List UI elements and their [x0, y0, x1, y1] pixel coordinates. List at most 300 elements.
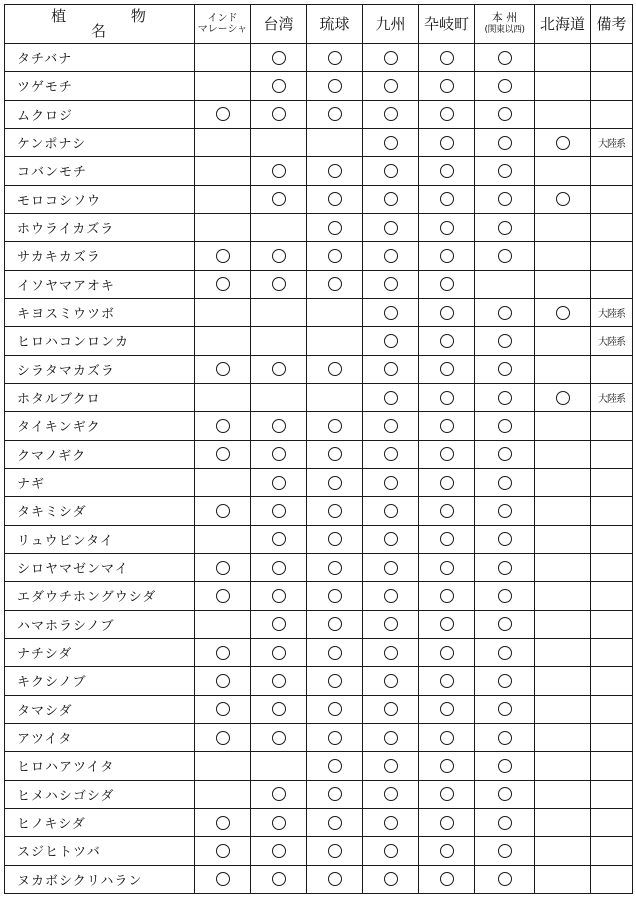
table-row: [5, 525, 633, 553]
presence-circle-mark: [328, 844, 342, 858]
presence-circle-mark: [384, 362, 398, 376]
presence-circle-mark: [384, 561, 398, 575]
presence-circle-mark: [498, 816, 512, 830]
presence-circle-mark: [272, 419, 286, 433]
cell-india-malaysia: [195, 723, 251, 751]
cell-india-malaysia: [195, 298, 251, 326]
presence-circle-mark: [328, 731, 342, 745]
cell-ryukyu: [307, 157, 363, 185]
presence-circle-mark: [328, 702, 342, 716]
presence-circle-mark: [384, 277, 398, 291]
presence-circle-mark: [216, 419, 230, 433]
cell-ryukyu: [307, 638, 363, 666]
table-row: [5, 752, 633, 780]
cell-kyushu: [363, 355, 419, 383]
cell-honshu: [475, 667, 535, 695]
cell-hokkaido: [535, 695, 591, 723]
table-row: [5, 610, 633, 638]
presence-circle-mark: [440, 617, 454, 631]
presence-circle-mark: [440, 221, 454, 235]
cell-kiimachi: [419, 72, 475, 100]
presence-circle-mark: [440, 447, 454, 461]
cell-india-malaysia: [195, 497, 251, 525]
presence-circle-mark: [440, 872, 454, 886]
cell-hokkaido: [535, 865, 591, 893]
cell-kiimachi: [419, 213, 475, 241]
plant-name-cell: クマノギク: [5, 440, 195, 468]
presence-circle-mark: [216, 646, 230, 660]
table-row: [5, 383, 633, 411]
cell-taiwan: [251, 553, 307, 581]
cell-honshu: [475, 723, 535, 751]
plant-name-cell: キクシノブ: [5, 667, 195, 695]
cell-hokkaido: [535, 213, 591, 241]
cell-kyushu: [363, 752, 419, 780]
presence-circle-mark: [498, 249, 512, 263]
presence-circle-mark: [328, 872, 342, 886]
table-row: [5, 553, 633, 581]
plant-rows: [5, 44, 633, 894]
cell-ryukyu: [307, 723, 363, 751]
cell-kiimachi: [419, 242, 475, 270]
table-row: [5, 638, 633, 666]
presence-circle-mark: [440, 306, 454, 320]
table-row: [5, 44, 633, 72]
presence-circle-mark: [440, 164, 454, 178]
notes-cell: [591, 610, 633, 638]
plant-name-cell: ケンポナシ: [5, 128, 195, 156]
notes-cell: [591, 582, 633, 610]
notes-cell: [591, 638, 633, 666]
presence-circle-mark: [498, 476, 512, 490]
cell-ryukyu: [307, 355, 363, 383]
cell-kyushu: [363, 723, 419, 751]
cell-kiimachi: [419, 525, 475, 553]
presence-circle-mark: [498, 136, 512, 150]
notes-cell: [591, 242, 633, 270]
cell-honshu: [475, 865, 535, 893]
cell-honshu: [475, 270, 535, 298]
cell-ryukyu: [307, 497, 363, 525]
presence-circle-mark: [384, 79, 398, 93]
header-malaysia-label: マレーシャ: [197, 24, 248, 35]
header-hokkaido: 北海道: [535, 5, 591, 44]
cell-kiimachi: [419, 610, 475, 638]
presence-circle-mark: [498, 192, 512, 206]
table-row: [5, 412, 633, 440]
cell-taiwan: [251, 695, 307, 723]
presence-circle-mark: [272, 476, 286, 490]
cell-kiimachi: [419, 667, 475, 695]
presence-circle-mark: [328, 419, 342, 433]
presence-circle-mark: [384, 646, 398, 660]
table-row: [5, 355, 633, 383]
cell-kiimachi: [419, 752, 475, 780]
presence-circle-mark: [440, 391, 454, 405]
plant-name-cell: ツゲモチ: [5, 72, 195, 100]
cell-ryukyu: [307, 383, 363, 411]
cell-kyushu: [363, 185, 419, 213]
cell-ryukyu: [307, 128, 363, 156]
table-row: [5, 185, 633, 213]
presence-circle-mark: [216, 249, 230, 263]
presence-circle-mark: [328, 221, 342, 235]
presence-circle-mark: [384, 136, 398, 150]
cell-hokkaido: [535, 157, 591, 185]
notes-cell: [591, 752, 633, 780]
presence-circle-mark: [440, 476, 454, 490]
cell-honshu: [475, 837, 535, 865]
plant-name-cell: ホウライカズラ: [5, 213, 195, 241]
cell-kiimachi: [419, 128, 475, 156]
presence-circle-mark: [556, 136, 570, 150]
cell-kiimachi: [419, 383, 475, 411]
presence-circle-mark: [498, 107, 512, 121]
cell-india-malaysia: [195, 213, 251, 241]
presence-circle-mark: [216, 844, 230, 858]
presence-circle-mark: [328, 674, 342, 688]
presence-circle-mark: [440, 532, 454, 546]
cell-india-malaysia: [195, 553, 251, 581]
cell-india-malaysia: [195, 752, 251, 780]
presence-circle-mark: [272, 504, 286, 518]
cell-kiimachi: [419, 780, 475, 808]
cell-taiwan: [251, 497, 307, 525]
presence-circle-mark: [384, 702, 398, 716]
presence-circle-mark: [440, 419, 454, 433]
cell-ryukyu: [307, 270, 363, 298]
cell-hokkaido: [535, 355, 591, 383]
cell-india-malaysia: [195, 72, 251, 100]
presence-circle-mark: [440, 362, 454, 376]
notes-cell: [591, 695, 633, 723]
cell-honshu: [475, 808, 535, 836]
presence-circle-mark: [328, 504, 342, 518]
presence-circle-mark: [216, 702, 230, 716]
cell-kiimachi: [419, 695, 475, 723]
cell-kiimachi: [419, 298, 475, 326]
presence-circle-mark: [328, 249, 342, 263]
cell-honshu: [475, 553, 535, 581]
cell-india-malaysia: [195, 383, 251, 411]
cell-ryukyu: [307, 100, 363, 128]
presence-circle-mark: [272, 107, 286, 121]
cell-ryukyu: [307, 72, 363, 100]
cell-taiwan: [251, 100, 307, 128]
plant-name-cell: シロヤマゼンマイ: [5, 553, 195, 581]
cell-taiwan: [251, 723, 307, 751]
cell-ryukyu: [307, 865, 363, 893]
presence-circle-mark: [498, 504, 512, 518]
notes-cell: [591, 837, 633, 865]
header-taiwan: 台湾: [251, 5, 307, 44]
notes-cell: [591, 808, 633, 836]
presence-circle-mark: [498, 759, 512, 773]
presence-circle-mark: [216, 362, 230, 376]
presence-circle-mark: [498, 674, 512, 688]
presence-circle-mark: [384, 107, 398, 121]
cell-taiwan: [251, 468, 307, 496]
header-india-malaysia: [195, 5, 251, 44]
cell-hokkaido: [535, 723, 591, 751]
presence-circle-mark: [498, 844, 512, 858]
presence-circle-mark: [384, 334, 398, 348]
presence-circle-mark: [272, 362, 286, 376]
presence-circle-mark: [498, 334, 512, 348]
table-row: [5, 723, 633, 751]
plant-name-cell: スジヒトツバ: [5, 837, 195, 865]
cell-taiwan: [251, 270, 307, 298]
cell-india-malaysia: [195, 100, 251, 128]
cell-taiwan: [251, 72, 307, 100]
cell-kiimachi: [419, 44, 475, 72]
presence-circle-mark: [498, 731, 512, 745]
presence-circle-mark: [384, 447, 398, 461]
notes-cell: [591, 213, 633, 241]
cell-taiwan: [251, 582, 307, 610]
presence-circle-mark: [440, 759, 454, 773]
notes-cell: [591, 497, 633, 525]
cell-kiimachi: [419, 355, 475, 383]
presence-circle-mark: [384, 617, 398, 631]
cell-india-malaysia: [195, 638, 251, 666]
plant-distribution-table: [4, 4, 633, 894]
cell-honshu: [475, 157, 535, 185]
cell-hokkaido: [535, 468, 591, 496]
plant-name-cell: ハマホラシノブ: [5, 610, 195, 638]
presence-circle-mark: [440, 107, 454, 121]
cell-honshu: [475, 525, 535, 553]
presence-circle-mark: [498, 787, 512, 801]
notes-cell: [591, 525, 633, 553]
presence-circle-mark: [498, 419, 512, 433]
presence-circle-mark: [440, 249, 454, 263]
plant-name-cell: タマシダ: [5, 695, 195, 723]
cell-kiimachi: [419, 327, 475, 355]
cell-honshu: [475, 468, 535, 496]
cell-kyushu: [363, 610, 419, 638]
presence-circle-mark: [384, 504, 398, 518]
table-row: [5, 128, 633, 156]
cell-taiwan: [251, 752, 307, 780]
plant-name-cell: ナギ: [5, 468, 195, 496]
cell-kyushu: [363, 780, 419, 808]
cell-kiimachi: [419, 440, 475, 468]
cell-india-malaysia: [195, 610, 251, 638]
cell-hokkaido: [535, 72, 591, 100]
cell-india-malaysia: [195, 808, 251, 836]
notes-cell: [591, 355, 633, 383]
cell-hokkaido: [535, 638, 591, 666]
cell-taiwan: [251, 412, 307, 440]
cell-kyushu: [363, 157, 419, 185]
table-row: [5, 298, 633, 326]
header-ryukyu: 琉球: [307, 5, 363, 44]
table-row: [5, 440, 633, 468]
notes-cell: 大陸系: [591, 383, 633, 411]
presence-circle-mark: [556, 306, 570, 320]
table-row: [5, 468, 633, 496]
plant-name-cell: ムクロジ: [5, 100, 195, 128]
cell-hokkaido: [535, 270, 591, 298]
cell-hokkaido: [535, 327, 591, 355]
cell-india-malaysia: [195, 865, 251, 893]
presence-circle-mark: [440, 136, 454, 150]
cell-kyushu: [363, 383, 419, 411]
presence-circle-mark: [272, 844, 286, 858]
presence-circle-mark: [216, 107, 230, 121]
cell-kiimachi: [419, 157, 475, 185]
cell-honshu: [475, 100, 535, 128]
cell-kyushu: [363, 582, 419, 610]
presence-circle-mark: [498, 646, 512, 660]
cell-kyushu: [363, 695, 419, 723]
cell-kyushu: [363, 865, 419, 893]
table-row: [5, 837, 633, 865]
notes-cell: 大陸系: [591, 327, 633, 355]
header-notes: 備考: [591, 5, 633, 44]
cell-kyushu: [363, 270, 419, 298]
cell-hokkaido: [535, 440, 591, 468]
header-row: [5, 5, 633, 44]
presence-circle-mark: [272, 872, 286, 886]
header-honshu: [475, 5, 535, 44]
presence-circle-mark: [440, 844, 454, 858]
presence-circle-mark: [556, 192, 570, 206]
cell-hokkaido: [535, 128, 591, 156]
presence-circle-mark: [328, 164, 342, 178]
presence-circle-mark: [384, 249, 398, 263]
table-row: [5, 100, 633, 128]
cell-hokkaido: [535, 298, 591, 326]
table-row: [5, 865, 633, 893]
cell-taiwan: [251, 525, 307, 553]
cell-kyushu: [363, 128, 419, 156]
notes-cell: [591, 72, 633, 100]
cell-kiimachi: [419, 185, 475, 213]
presence-circle-mark: [384, 306, 398, 320]
cell-hokkaido: [535, 808, 591, 836]
presence-circle-mark: [440, 646, 454, 660]
presence-circle-mark: [556, 391, 570, 405]
cell-hokkaido: [535, 242, 591, 270]
cell-honshu: [475, 383, 535, 411]
cell-ryukyu: [307, 667, 363, 695]
presence-circle-mark: [272, 79, 286, 93]
presence-circle-mark: [440, 277, 454, 291]
header-honshu-label: 本 州: [491, 11, 518, 24]
cell-honshu: [475, 355, 535, 383]
cell-honshu: [475, 412, 535, 440]
cell-honshu: [475, 185, 535, 213]
cell-kiimachi: [419, 497, 475, 525]
notes-cell: [591, 440, 633, 468]
presence-circle-mark: [328, 277, 342, 291]
presence-circle-mark: [498, 221, 512, 235]
cell-honshu: [475, 440, 535, 468]
cell-kyushu: [363, 242, 419, 270]
table-row: [5, 72, 633, 100]
presence-circle-mark: [328, 476, 342, 490]
cell-kyushu: [363, 298, 419, 326]
cell-taiwan: [251, 610, 307, 638]
cell-kiimachi: [419, 270, 475, 298]
presence-circle-mark: [384, 419, 398, 433]
presence-circle-mark: [328, 787, 342, 801]
cell-ryukyu: [307, 582, 363, 610]
cell-hokkaido: [535, 582, 591, 610]
cell-kiimachi: [419, 723, 475, 751]
notes-cell: [591, 667, 633, 695]
plant-name-cell: イソヤマアオキ: [5, 270, 195, 298]
presence-circle-mark: [272, 192, 286, 206]
cell-ryukyu: [307, 525, 363, 553]
cell-ryukyu: [307, 242, 363, 270]
presence-circle-mark: [216, 731, 230, 745]
cell-india-malaysia: [195, 128, 251, 156]
plant-name-cell: キヨスミウツボ: [5, 298, 195, 326]
cell-honshu: [475, 752, 535, 780]
table-row: [5, 213, 633, 241]
header-plant-name: 植 物 名: [5, 5, 195, 44]
presence-circle-mark: [440, 787, 454, 801]
table-row: [5, 808, 633, 836]
table-row: [5, 780, 633, 808]
cell-taiwan: [251, 780, 307, 808]
cell-hokkaido: [535, 383, 591, 411]
header-india-label: インド: [207, 13, 238, 24]
presence-circle-mark: [328, 362, 342, 376]
cell-honshu: [475, 610, 535, 638]
notes-cell: [591, 553, 633, 581]
cell-kyushu: [363, 100, 419, 128]
presence-circle-mark: [498, 306, 512, 320]
presence-circle-mark: [498, 872, 512, 886]
notes-cell: [591, 468, 633, 496]
presence-circle-mark: [440, 731, 454, 745]
table-row: [5, 242, 633, 270]
cell-taiwan: [251, 865, 307, 893]
table-row: [5, 497, 633, 525]
presence-circle-mark: [328, 192, 342, 206]
cell-kiimachi: [419, 808, 475, 836]
cell-kyushu: [363, 44, 419, 72]
presence-circle-mark: [272, 561, 286, 575]
presence-circle-mark: [272, 617, 286, 631]
presence-circle-mark: [328, 759, 342, 773]
plant-name-cell: タチバナ: [5, 44, 195, 72]
presence-circle-mark: [498, 51, 512, 65]
presence-circle-mark: [384, 164, 398, 178]
cell-honshu: [475, 497, 535, 525]
plant-name-cell: シラタマカズラ: [5, 355, 195, 383]
cell-honshu: [475, 213, 535, 241]
cell-india-malaysia: [195, 327, 251, 355]
cell-kiimachi: [419, 582, 475, 610]
cell-hokkaido: [535, 412, 591, 440]
presence-circle-mark: [272, 731, 286, 745]
presence-circle-mark: [498, 164, 512, 178]
plant-name-cell: ヒロハコンロンカ: [5, 327, 195, 355]
presence-circle-mark: [440, 51, 454, 65]
presence-circle-mark: [272, 816, 286, 830]
cell-kiimachi: [419, 865, 475, 893]
cell-taiwan: [251, 298, 307, 326]
notes-cell: [591, 185, 633, 213]
notes-cell: [591, 412, 633, 440]
cell-taiwan: [251, 157, 307, 185]
cell-ryukyu: [307, 213, 363, 241]
